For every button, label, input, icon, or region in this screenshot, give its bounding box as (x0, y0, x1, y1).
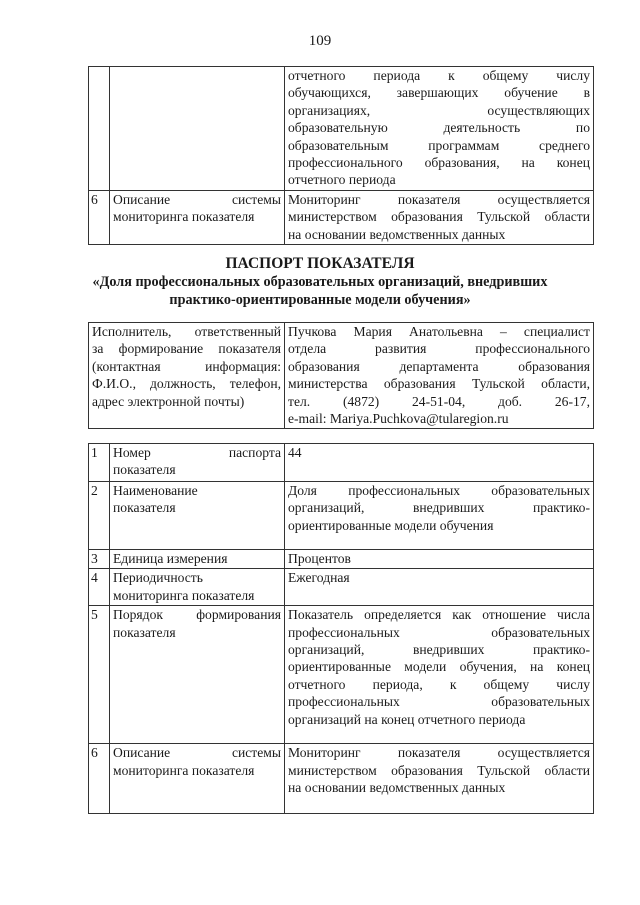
cell-line: министерства образования Тульской области, (288, 376, 590, 392)
row-label-cell (110, 550, 285, 569)
row-number-cell: 6 (89, 744, 110, 814)
row-number-cell: 1 (89, 444, 110, 482)
cell-line: Ф.И.О., должность, телефон, (92, 376, 281, 392)
cell-line: за формирование показателя (92, 341, 281, 357)
cell-line: адрес электронной почты) (92, 393, 245, 409)
passport-heading: ПАСПОРТ ПОКАЗАТЕЛЯ (225, 255, 415, 272)
cell-line: мониторинга показателя (113, 209, 255, 225)
row-label-cell (110, 67, 285, 191)
row-value-cell (285, 744, 594, 814)
cell-line: показателя (113, 462, 176, 478)
cell-line: отчетного периода, к общему числу (288, 676, 590, 692)
cell-line: профессионального образования, на конец (288, 155, 590, 171)
cell-line: мониторинга показателя (113, 587, 255, 603)
cell-line: профессиональных образовательных (288, 694, 590, 710)
cell-line: Наименование (113, 483, 198, 498)
cell-line: организаций на конец отчетного периода (288, 711, 526, 727)
cell-line: Номер паспорта (113, 445, 281, 460)
cell-line: Исполнитель, ответственный (92, 324, 281, 339)
row-number-cell: 3 (89, 550, 110, 569)
row-number-cell: 5 (89, 606, 110, 744)
cell-line: организаций, внедривших практико- (288, 500, 590, 516)
passport-table (88, 443, 594, 814)
cell-line: Описание системы (113, 745, 281, 761)
cell-line: отчетного периода к общему числу (288, 68, 590, 83)
cell-line: образования департамента образования (288, 358, 590, 374)
cell-line: Мониторинг показателя осуществляется (288, 745, 590, 761)
row-label-cell (110, 569, 285, 606)
cell-line: Порядок формирования (113, 607, 281, 623)
cell-line: обучающихся, завершающих обучение в (288, 85, 590, 101)
row-value-cell (285, 482, 594, 550)
row-number-cell: 2 (89, 482, 110, 550)
cell-line: Пучкова Мария Анатольевна – специалист (288, 324, 590, 339)
cell-line: организациях, осуществляющих (288, 102, 590, 118)
cell-line: e-mail: Mariya.Puchkova@tularegion.ru (288, 411, 509, 427)
table-row (89, 550, 594, 569)
cell-line: показателя (113, 624, 176, 640)
row-label-cell (110, 744, 285, 814)
cell-line: Единица измерения (113, 551, 228, 566)
row-label-cell (110, 190, 285, 244)
executor-table (88, 322, 594, 429)
table-row (89, 444, 594, 482)
cell-line: (контактная информация: (92, 358, 281, 374)
cell-line: отдела развития профессионального (288, 341, 590, 357)
cell-line: образовательным программам среднего (288, 137, 590, 153)
subheading-line: «Доля профессиональных образовательных организаций, внедривших (92, 274, 548, 290)
table-row (89, 569, 594, 606)
executor-label-cell (89, 323, 285, 429)
table-row (89, 744, 594, 814)
cell-line: Показатель определяется как отношение числа (288, 607, 590, 623)
row-label-cell (110, 444, 285, 482)
cell-line: образовательную деятельность по (288, 120, 590, 136)
cell-line: на основании ведомственных данных (288, 780, 506, 796)
continued-table (88, 66, 594, 245)
table-row (89, 190, 594, 244)
cell-line: ориентированные модели обучения (288, 517, 494, 533)
row-value-cell (285, 444, 594, 482)
table-row (89, 67, 594, 191)
cell-line: ориентированные модели обучения, на конец (288, 659, 590, 675)
cell-line: на основании ведомственных данных (288, 226, 506, 242)
table-row (89, 606, 594, 744)
row-number-cell (89, 67, 110, 191)
cell-line: 44 (288, 445, 302, 460)
subheading-line: практико-ориентированные модели обучения» (169, 292, 471, 308)
cell-line: мониторинга показателя (113, 762, 255, 778)
cell-line: министерством образования Тульской области (288, 762, 590, 778)
row-value-cell (285, 606, 594, 744)
cell-line: профессиональных образовательных (288, 624, 590, 640)
row-number-cell: 4 (89, 569, 110, 606)
row-number-cell: 6 (89, 190, 110, 244)
table-row (89, 323, 594, 429)
row-value-cell (285, 569, 594, 606)
cell-line: министерством образования Тульской области (288, 209, 590, 225)
passport-subheading (0, 273, 640, 309)
row-value-cell (285, 190, 594, 244)
table-row (89, 482, 594, 550)
row-label-cell (110, 606, 285, 744)
cell-line: показателя (113, 500, 176, 516)
cell-line: отчетного периода (288, 172, 396, 188)
page-number: 109 (308, 33, 332, 49)
cell-line: Доля профессиональных образовательных (288, 483, 590, 498)
executor-value-cell (285, 323, 594, 429)
cell-line: Мониторинг показателя осуществляется (288, 191, 590, 207)
cell-line: тел. (4872) 24-51-04, доб. 26-17, (288, 393, 590, 409)
row-value-cell (285, 67, 594, 191)
cell-line: Описание системы (113, 191, 281, 207)
cell-line: Процентов (288, 551, 351, 566)
row-value-cell (285, 550, 594, 569)
row-label-cell (110, 482, 285, 550)
cell-line: Периодичность (113, 570, 203, 586)
cell-line: Ежегодная (288, 570, 350, 586)
cell-line: организаций, внедривших практико- (288, 642, 590, 658)
